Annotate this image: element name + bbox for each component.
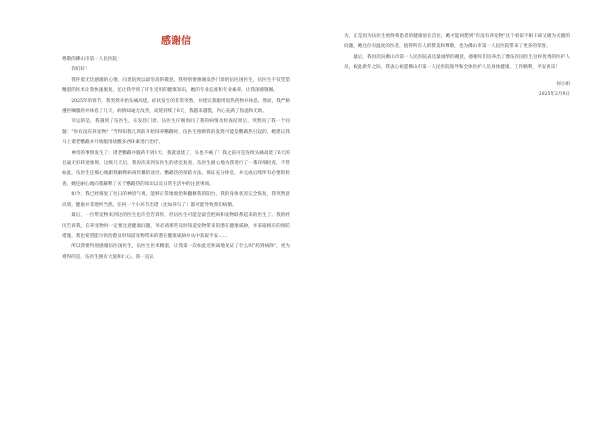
greeting: 你们好！ xyxy=(71,67,90,73)
paragraph: 2025年的春节，我突然开始头痛高烧，症状发生的非常突然，并建议我服用退热药物并休息。然而，我严格遵医嘱服药并休息了几天，病情却毫无改善，高烧持续了6天，我越来越慌，内心充满了焦虑和无助。 xyxy=(62,98,290,115)
paragraph: 为，正是因为伍医生始终将患者的健康放在首位，她才能回想到"有没有养宠物"这个看似不相干却又极为关键的问题，她这位有温度的医者，值得所有人的赞美和尊敬，也为佛山市第一人民医院带来了更多的荣誉。 xyxy=(344,34,570,50)
paragraph: 最后，我再次向佛山市第一人民医院表达最诚挚的谢意，感谢你们培养出了像伍医国医生这样优秀的医护人员，祝此新年之际，我衷心祝愿佛山市第一人民医院领导和全体医护人员身体健康，工作顺利，平安喜乐！ xyxy=(344,54,570,71)
paragraph: 如今，我已经恢复了往日的神清气爽，能够正常地收拾和翻修我的阳台，我的身体状况完全恢复，我突然意识到，健康并非理所当然，任何一个小环节出错（比如养鸟了）都可能导致我们病倒。 xyxy=(62,192,290,208)
signature-block xyxy=(344,80,570,101)
right-column xyxy=(344,32,570,100)
signature: 何小姐 xyxy=(556,81,570,87)
paragraph: 所以我要特别感谢伍医国医生，伍医生医术精湛，让我第一次如此近距离地见证了什么叫"药到病除"，更为难得的是，伍医生拥有大爱和仁心。我一直认 xyxy=(62,244,290,260)
date: 2025年2月9日 xyxy=(538,92,570,98)
paragraph: 我怀着无比感激的心情，向贵院致以最崇高的敬意，我特别要感谢发热门诊的伍医国医生，伍医生不仅凭借精湛的医术让我快速康复，还让我学到了许生受用的健康知识，她的专业态度和专业素养，让我深感敬佩。 xyxy=(62,77,290,94)
salutation: 尊敬的佛山市第一人民医院： xyxy=(62,57,122,62)
paragraph: 幸运的是，我遇到了伍医生。在发热门诊，伍医生仔细询问了我的病情及检查结果后，突然问了我一个问题："你有没有养宠物？"当得知我几周前开始饲养鹦鹉时，伍医生推断我的发烧可能是鹦鹉热引起的，她建议我马上诸老鹦鹉并开始服用盐酸多西环素进行治疗。 xyxy=(62,119,290,146)
left-column xyxy=(62,35,290,263)
paragraph: 最后，一位带宠物来到这的医生也许会告诉你，但伍医生可能是最会把病和宠物联系起来的医生了。我的经历告诉我，在养宠物时一定要注意健康问题，务必请那些及时知道宠物带来的潜在健康威胁，并采取相应的预防措施，我也希望能尽快治愈及时知道宠物带来的潜在健康威胁并从中获取平安…… xyxy=(62,213,290,239)
paragraph: 神奇的事情发生了：诸老鹦鹉并服药不到1天，我就退烧了，头也不痛了！我之前可是连续头痛高烧了6天的且毫无好转迹象呀，这吸几天后，我再次来到伍医生的诊室复查，伍医生耐心地为我进行了一番详细检查，不管如此，伍医生还细心地跟我解释病毒传播的途径、鹦鹉热的预防方法、保证充分休息，并完成后续所有必要的检查，她还耐心地向我解释了关于鹦鹉热的知识以及日常生活中的注意事项。 xyxy=(62,150,290,187)
letter-title: 感谢信 xyxy=(161,36,191,47)
